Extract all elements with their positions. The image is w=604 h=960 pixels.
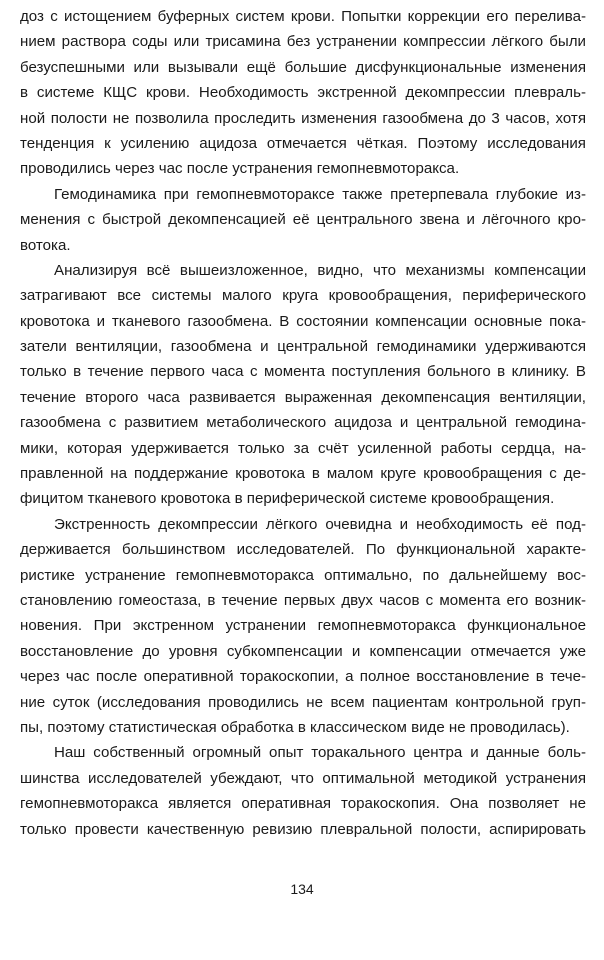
text-line: затрагивают все системы малого круга кровообращения, периферического bbox=[20, 287, 586, 305]
text-line: ной полости не позволила проследить изменения газообмена до 3 часов, хотя bbox=[20, 109, 586, 127]
text-line: ристике устранение гемопневмоторакса оптимально, по дальнейшему вос- bbox=[20, 566, 586, 584]
text-line: менения с быстрой декомпенсацией её центрального звена и лёгочного кро- bbox=[20, 211, 586, 229]
text-line: держивается большинством исследователей. По функциональной характе- bbox=[20, 541, 586, 559]
text-line: новения. При экстренном устранении гемопневмоторакса функциональное bbox=[20, 617, 586, 635]
text-line: кровотока и тканевого газообмена. В состоянии компенсации основные пока- bbox=[20, 312, 586, 330]
text-line: мики, которая удерживается только за счёт усиленной работы сердца, на- bbox=[20, 439, 586, 457]
text-line: только провести качественную ревизию плевральной полости, аспирировать bbox=[20, 820, 586, 838]
body-text bbox=[20, 4, 586, 842]
text-line: только в течение первого часа с момента поступления больного в клинику. В bbox=[20, 363, 586, 381]
text-line: газообмена с развитием метаболического ацидоза и центральной гемодина- bbox=[20, 414, 586, 432]
text-line: тенденция к усилению ацидоза отмечается чёткая. Поэтому исследования bbox=[20, 134, 586, 152]
text-line: безуспешными или вызывали ещё большие дисфункциональные изменения bbox=[20, 58, 586, 76]
text-line: проводились через час после устранения гемопневмоторакса. bbox=[20, 160, 460, 178]
text-line: ние суток (исследования проводились не всем пациентам контрольной груп- bbox=[20, 693, 586, 711]
text-line: доз с истощением буферных систем крови. Попытки коррекции его перелива- bbox=[20, 8, 586, 25]
text-line: становлению гомеостаза, в течение первых двух часов с момента его возник- bbox=[20, 591, 586, 609]
text-line: фицитом тканевого кровотока в периферической системе кровообращения. bbox=[20, 490, 555, 508]
text-line: нием раствора соды или трисамина без устранении компрессии лёгкого были bbox=[20, 33, 586, 51]
page-number: 134 bbox=[290, 881, 314, 897]
text-line: течение второго часа развивается выраженная декомпенсация вентиляции, bbox=[20, 388, 586, 406]
text-line: восстановление до уровня субкомпенсации и компенсации отмечается уже bbox=[20, 642, 586, 660]
text-line: Наш собственный огромный опыт торакального центра и данные боль- bbox=[54, 744, 586, 762]
text-line: через час после оперативной торакоскопии, а полное восстановление в тече- bbox=[20, 668, 586, 686]
text-line: Экстренность декомпрессии лёгкого очевидна и необходимость её под- bbox=[54, 515, 586, 533]
text-line: гемопневмоторакса является оперативная торакоскопия. Она позволяет не bbox=[20, 795, 586, 813]
text-line: правленной на поддержание кровотока в малом круге кровообращения с де- bbox=[20, 465, 586, 483]
text-line: в системе КЩС крови. Необходимость экстренной декомпрессии плевраль- bbox=[20, 84, 586, 102]
text-line: шинства исследователей убеждают, что оптимальной методикой устранения bbox=[20, 769, 586, 787]
text-line: Анализируя всё вышеизложенное, видно, что механизмы компенсации bbox=[54, 261, 586, 279]
text-line: затели вентиляции, газообмена и центральной гемодинамики удерживаются bbox=[20, 338, 586, 356]
text-line: вотока. bbox=[20, 236, 71, 254]
text-line: Гемодинамика при гемопневмотораксе также претерпевала глубокие из- bbox=[54, 185, 586, 203]
text-line: пы, поэтому статистическая обработка в классическом виде не проводилась). bbox=[20, 718, 570, 736]
